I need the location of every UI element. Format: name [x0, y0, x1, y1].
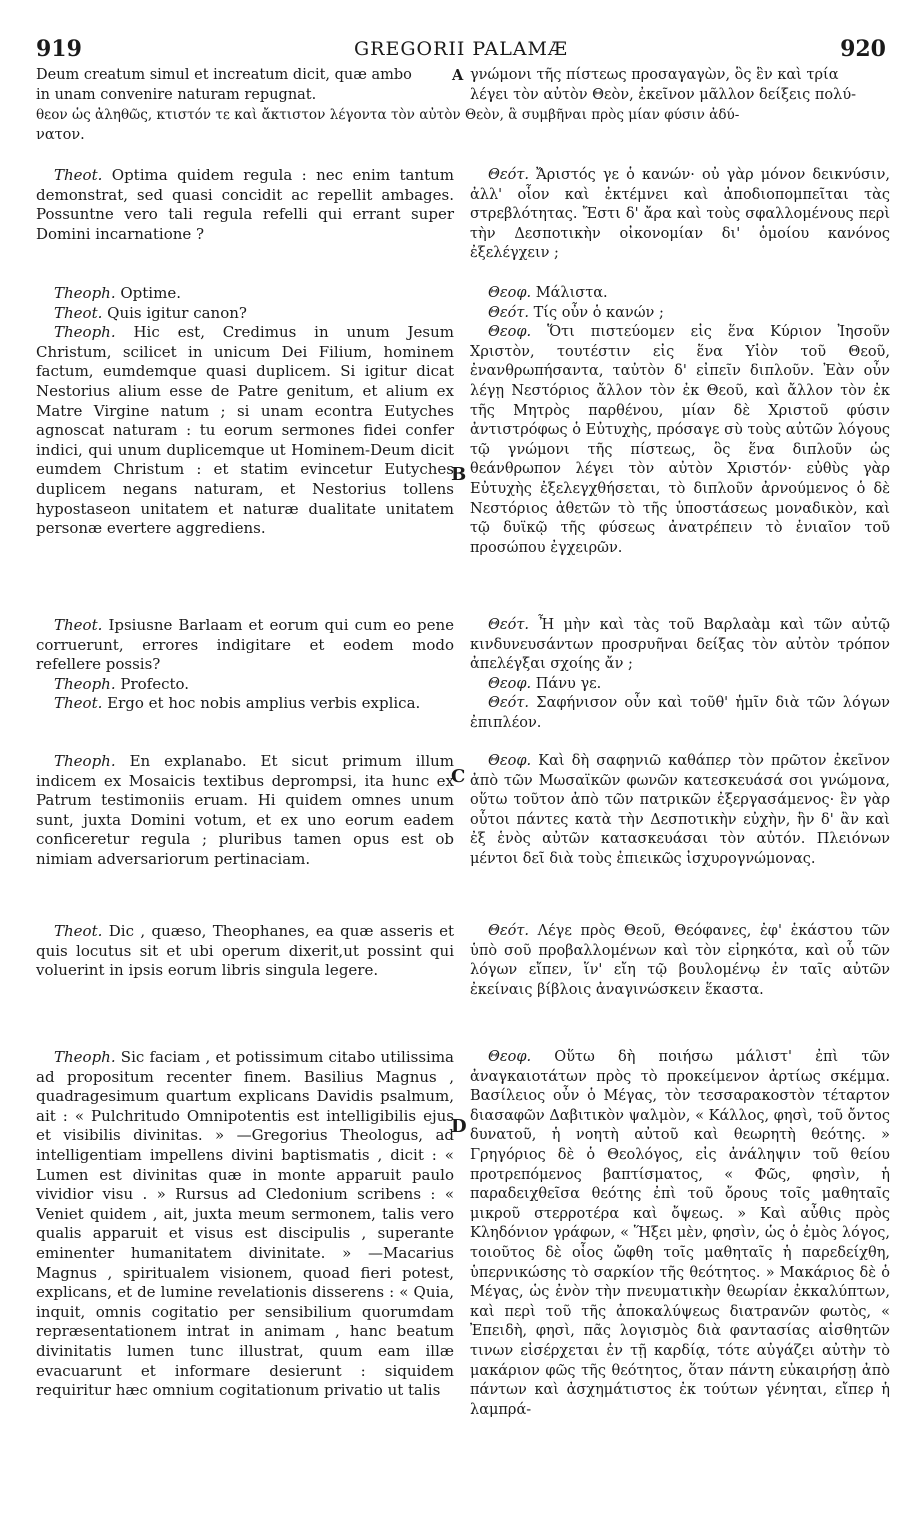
- paragraph-text: Ipsiusne Barlaam et eorum qui cum eo pene corruerunt, errores indigitare et eodem modo refellere possis?: [36, 616, 454, 674]
- intro-line-2-greek: λέγει τὸν αὐτὸν Θεὸν, ἐκεῖνον μᾶλλον δείξεις πολύ-: [470, 87, 857, 103]
- greek-paragraph: [470, 616, 890, 675]
- latin-paragraph: [36, 694, 454, 714]
- greek-block-2: [470, 284, 890, 558]
- greek-paragraph: [470, 304, 890, 324]
- greek-block-3: [470, 616, 890, 734]
- intro-line-2-latin: in unam convenire naturam repugnat.: [36, 87, 317, 103]
- running-title: GREGORII PALAMÆ: [353, 38, 569, 60]
- greek-block-5: [470, 922, 890, 1000]
- section-marker-b: B: [451, 464, 467, 485]
- speaker-label: Theoph.: [54, 1048, 116, 1066]
- speaker-label: Theoph.: [54, 674, 116, 693]
- latin-paragraph: [36, 323, 454, 539]
- paragraph-text: Πάνυ γε.: [531, 675, 602, 692]
- latin-block-3: [36, 616, 454, 714]
- latin-paragraph: [36, 1048, 454, 1401]
- speaker-label: Θεότ.: [488, 695, 530, 712]
- paragraph-text: Μάλιστα.: [531, 285, 608, 301]
- paragraph-text: Σαφήνισον οὖν καὶ τοῦθ' ἡμῖν διὰ τῶν λόγων ἐπιπλέον.: [470, 695, 890, 731]
- greek-block-4: [470, 752, 890, 870]
- section-marker-c: C: [451, 766, 466, 787]
- page-number-left: 919: [36, 36, 82, 62]
- greek-paragraph: [470, 166, 890, 264]
- paragraph-text: Λέγε πρὸς Θεοῦ, Θεόφανες, ἐφ' ἑκάστου τῶν ὑπὸ σοῦ προβαλλομένων καὶ τὸν εἰρηκότα, καὶ οὗ τῶν λόγων εἴπεν, ἵν' εἴη τῷ βουλομένῳ ἐν ταῖς αὐτῶν ἐκείναις βίβλοις ἀναγινώσκειν ἕκαστα.: [470, 923, 890, 998]
- latin-paragraph: [36, 284, 454, 304]
- section-marker-a: A: [452, 67, 464, 84]
- paragraph-text: Τίς οὖν ὁ κανών ;: [529, 304, 664, 321]
- speaker-label: Θεοφ.: [488, 285, 532, 301]
- paragraph-text: Quis igitur canon?: [102, 303, 247, 322]
- speaker-label: Theot.: [54, 303, 103, 322]
- latin-block-4: [36, 752, 454, 870]
- running-header: [36, 36, 886, 64]
- paragraph-text: Ἄριστός γε ὁ κανών· οὐ γὰρ μόνον δεικνύσιν, ἀλλ' οἷον καὶ ἐκτέμνει καὶ ἀποδιοπομπεῖται τὰς στρεβλότητας. Ἔστι δ' ἄρα καὶ τοὺς σφαλλομένους περὶ τὴν Δεσποτικὴν οἰκονομίαν δι' ὁμοίου κανόνος ἐξελέγχειν ;: [470, 167, 890, 262]
- latin-block-5: [36, 922, 454, 981]
- speaker-label: Θεοφ.: [488, 324, 532, 341]
- paragraph-text: Ergo et hoc nobis amplius verbis explica.: [102, 694, 421, 713]
- speaker-label: Θεότ.: [488, 617, 530, 633]
- speaker-label: Theoph.: [54, 323, 116, 342]
- paragraph-text: Hic est, Credimus in unum Jesum Christum, scilicet in unicum Dei Filium, hominem factum, eumdemque quasi duplicem. Si igitur dicat Nestorius alium esse de Patre genitum, et alium ex Matre Virgine natum ; si unam econtra Eutyches agnoscat naturam : tu eorum sermones fidei confer indici, qui unum duplicemque ut Hominem-Deum dicit eumdem Christum : et statim evincetur Eutyches duplicem negans naturam, et Nestorius tollens hypostaseon unitatem et naturæ dualitate unitatem personæ evertere aggrediens.: [36, 323, 454, 538]
- intro-line-3-greek: θεον ὡς ἀληθῶς, κτιστόν τε καὶ ἄκτιστον λέγοντα τὸν αὐτὸν Θεὸν, ἃ συμβῆναι πρὸς μίαν φύσιν ἀδύ-: [36, 107, 740, 123]
- latin-block-6: [36, 1048, 454, 1401]
- latin-paragraph: [36, 166, 454, 244]
- page-number-right: 920: [840, 36, 886, 62]
- speaker-label: Θεοφ.: [488, 753, 532, 769]
- intro-line-1-greek: γνώμονι τῆς πίστεως προσαγαγὼν, ὃς ἓν καὶ τρία: [470, 67, 839, 83]
- intro-line-4-greek: νατον.: [36, 127, 85, 143]
- speaker-label: Theoph.: [54, 752, 116, 770]
- greek-paragraph: [470, 1048, 890, 1420]
- paragraph-text: Dic , quæso, Theophanes, ea quæ asseris et quis locutus sit et ubi operum dixerit,ut possint qui voluerint in ipsis eorum libris singula legere.: [36, 922, 454, 980]
- paragraph-text: Optime.: [115, 284, 181, 302]
- speaker-label: Theot.: [54, 616, 103, 634]
- speaker-label: Θεότ.: [488, 923, 530, 939]
- section-marker-d: D: [451, 1116, 467, 1137]
- intro-line-1-latin: Deum creatum simul et increatum dicit, quæ ambo: [36, 67, 412, 83]
- paragraph-text: Οὕτω δὴ ποιήσω μάλιστ' ἐπὶ τῶν ἀναγκαιοτάτων πρὸς τὸ προκείμενον ἀρτίως σκέμμα. Βασίλειος οὖν ὁ Μέγας, τὸν τεσσαρακοστὸν τέταρτον διασαφῶν Δαβιτικὸν ψαλμὸν, « Κάλλος, φησὶ, τοῦ ὄντος δυνατοῦ, ἡ νοητὴ αὐτοῦ καὶ θεωρητὴ θεότης. » Γρηγόριος δὲ ὁ Θεολόγος, εἰς ἀνάληψιν τοῦ θείου προτρεπόμενος βαπτίσματος, « Φῶς, φησὶν, ἡ παραδειχθεῖσα θεότης ἐπὶ τοῦ ὄρους τοῖς μαθηταῖς μικροῦ στερροτέρα καὶ ὄψεως. » Καὶ αὖθις πρὸς Κληδόνιον γράφων, « Ἥξει μὲν, φησὶν, ὡς ὁ ἐμὸς λόγος, τοιοῦτος δὲ οἷος ὤφθη τοῖς μαθηταῖς ἡ παρεδείχθη, ὑπερνικώσης τὸ σαρκίον τῆς θεότητος. » Μακάριος δὲ ὁ Μέγας, ὡς ἐνὸν τὴν πνευματικὴν θεωρίαν ἐκκαλύπτων, καὶ περὶ τοῦ τῆς ἀποκαλύψεως διατρανῶν φωτὸς, « Ἐπειδὴ, φησὶ, πᾶς λογισμὸς διὰ φαντασίας αἰσθητῶν τινων εἰσέρχεται ἐν τῇ καρδίᾳ, τότε αὐγάζει αὐτὴν τὸ μακάριον φῶς τῆς θεότητος, ὅταν πάντη εὐκαιρήσῃ ἀπὸ πάντων καὶ ἀσχημάτιστος ἐκ τούτων γένηται, εἴπερ ἡ λαμπρά-: [470, 1049, 890, 1418]
- paragraph-text: Profecto.: [115, 674, 190, 693]
- speaker-label: Θεοφ.: [488, 675, 532, 692]
- speaker-label: Theot.: [54, 166, 103, 184]
- latin-block-1: [36, 166, 454, 244]
- latin-paragraph: [36, 752, 454, 870]
- paragraph-text: Optima quidem regula : nec enim tantum demonstrat, sed quasi concidit ac repellit ambages. Possuntne vero tali regula refelli qui errant super Domini incarnatione ?: [36, 166, 454, 243]
- speaker-label: Θεοφ.: [488, 1049, 532, 1065]
- speaker-label: Θεότ.: [488, 167, 530, 183]
- paragraph-text: Ἦ μὴν καὶ τὰς τοῦ Βαρλαὰμ καὶ τῶν αὐτῷ κινδυνευσάντων προσρυῆναι δείξας τὸν αὐτὸν τρόπον ἀπελέγξαι σχοίης ἄν ;: [470, 617, 890, 673]
- greek-paragraph: [470, 675, 890, 695]
- greek-paragraph: [470, 284, 890, 304]
- greek-block-6: [470, 1048, 890, 1420]
- greek-paragraph: [470, 752, 890, 870]
- latin-paragraph: [36, 616, 454, 675]
- speaker-label: Theot.: [54, 922, 103, 940]
- speaker-label: Theoph.: [54, 284, 116, 302]
- paragraph-text: En explanabo. Et sicut primum illum indicem ex Mosaicis textibus deprompsi, ita hunc ex Patrum testimoniis eruam. Hi quidem omnes unum sunt, juxta Domini votum, et ex uno eorum eadem conficeretur regula ; pluribus tamen opus est ob nimiam adversariorum pertinaciam.: [36, 752, 454, 868]
- speaker-label: Theot.: [54, 694, 103, 713]
- latin-paragraph: [36, 304, 454, 324]
- intro-lines: [36, 66, 888, 148]
- greek-block-1: [470, 166, 890, 264]
- greek-paragraph: [470, 694, 890, 733]
- speaker-label: Θεότ.: [488, 304, 530, 321]
- paragraph-text: Καὶ δὴ σαφηνιῶ καθάπερ τὸν πρῶτον ἐκεῖνον ἀπὸ τῶν Μωσαϊκῶν φωνῶν κατεσκευάσά σοι γνώμονα, οὕτω τοῦτον ἀπὸ τῶν πατρικῶν ἐξεργασάμενος· ἓν γὰρ οὗτοι πάντες κατὰ τὴν Δεσποτικὴν εὐχὴν, ἣν δ' ἂν καὶ ἐξ ἑνὸς αὐτῶν κατασκευάσαι τὸν αὐτόν. Πλειόνων μέντοι δεῖ διὰ τοὺς ἐπιεικῶς ἰσχυρογνώμονας.: [470, 753, 890, 867]
- greek-paragraph: [470, 922, 890, 1000]
- paragraph-text: Ὅτι πιστεύομεν εἰς ἕνα Κύριον Ἰησοῦν Χριστὸν, τουτέστιν εἰς ἕνα Υἱὸν τοῦ Θεοῦ, ἐνανθρωπήσαντα, ταὐτὸν δ' εἰπεῖν διπλοῦν. Ἐὰν οὖν λέγῃ Νεστόριος ἄλλον τὸν ἐκ Θεοῦ, καὶ ἄλλον τὸν ἐκ τῆς Μητρὸς παρθένου, μίαν δὲ Χριστοῦ φύσιν ἀντιστρόφως ὁ Εὐτυχὴς, πρόσαγε σὺ τοὺς αὐτῶν λόγους τῷ γνώμονι τῆς πίστεως, ὃς ἕνα διπλοῦν ὡς θεάνθρωπον λέγει τὸν αὐτὸν Χριστόν· εὐθὺς γὰρ Εὐτυχὴς ἐξελεγχθήσεται, τὸ διπλοῦν ἀρνούμενος ὁ δὲ Νεστόριος ἀθετῶν τὸ τῆς ὑποστάσεως μοναδικὸν, καὶ τῷ δυϊκῷ τῆς φύσεως ἀνατρέπειν τὸ ἑνιαῖον τοῦ προσώπου ἐγχειρῶν.: [470, 324, 890, 556]
- paragraph-text: Sic faciam , et potissimum citabo utilissima ad propositum recenter finem. Basilius Magnus , quadragesimum quartum explicans Davidis psalmum, ait : « Pulchritudo Omnipotentis est intelligibilis ejus et visibilis divinitas. » —Gregorius Theologus, ad intelligentiam impellens divini baptismatis , dicit : « Lumen est divinitas quæ in monte apparuit paulo vividior visu . » Rursus ad Cledonium scribens : « Veniet quidem , ait, juxta meum sermonem, talis vero qualis apparuit et visus est discipulis , superante eminenter humanitatem divinitate. » —Macarius Magnus , spiritualem visionem, quoad fieri potest, explicans, et de lumine revelationis disserens : « Quia, inquit, omnis cogitatio per sensibilium quorumdam repræsentationem intrat in animam , hanc beatum divinitatis lumen tunc illustrat, quum eam illæ evacuarunt et informare desierunt : siquidem requiritur hæc omnium cogitationum privatio ut talis: [36, 1048, 454, 1400]
- latin-paragraph: [36, 675, 454, 695]
- latin-block-2: [36, 284, 454, 539]
- latin-paragraph: [36, 922, 454, 981]
- greek-paragraph: [470, 323, 890, 558]
